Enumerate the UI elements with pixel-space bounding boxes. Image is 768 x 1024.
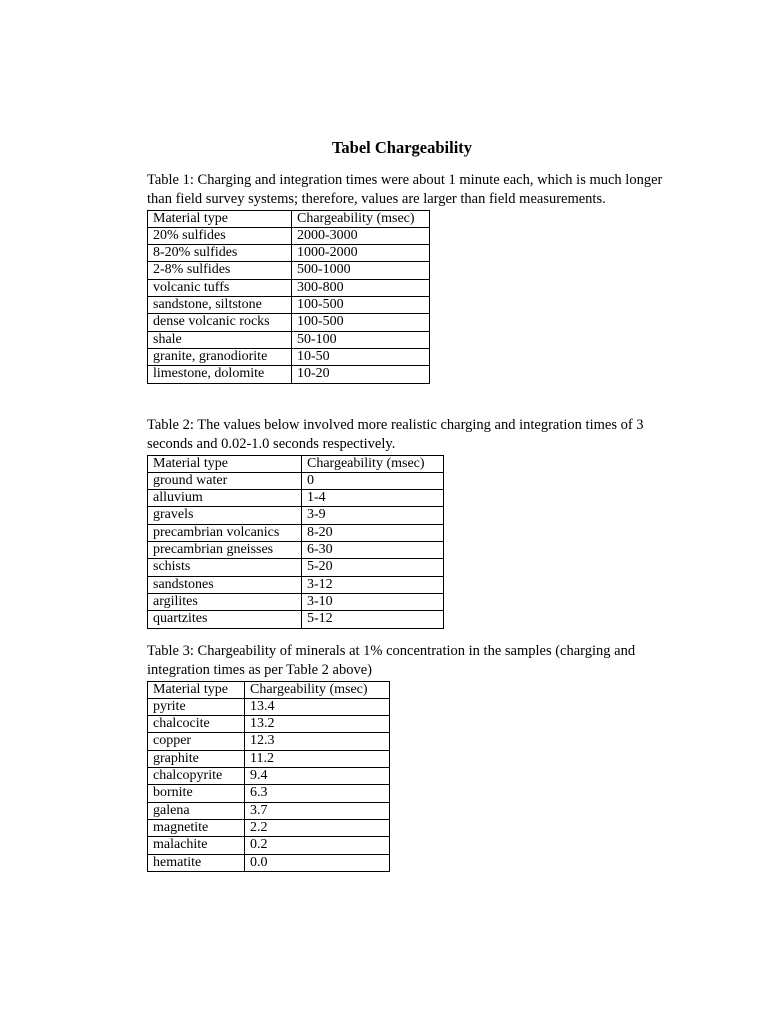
cell-chargeability: 6-30	[302, 542, 444, 559]
cell-chargeability: 3-12	[302, 576, 444, 593]
cell-chargeability: 10-50	[292, 348, 430, 365]
cell-chargeability: 1000-2000	[292, 245, 430, 262]
table-row	[148, 854, 390, 871]
cell-chargeability: 3.7	[245, 802, 390, 819]
column-header-material: Material type	[148, 455, 302, 472]
table-row	[148, 314, 430, 331]
table-row	[148, 542, 444, 559]
table-row	[148, 576, 444, 593]
cell-material: magnetite	[148, 819, 245, 836]
cell-material: shale	[148, 331, 292, 348]
table-row	[148, 297, 430, 314]
cell-chargeability: 5-20	[302, 559, 444, 576]
table-row	[148, 348, 430, 365]
column-header-material: Material type	[148, 210, 292, 227]
cell-chargeability: 500-1000	[292, 262, 430, 279]
table-row	[148, 611, 444, 628]
cell-material: sandstones	[148, 576, 302, 593]
cell-material: 8-20% sulfides	[148, 245, 292, 262]
cell-material: sandstone, siltstone	[148, 297, 292, 314]
cell-material: argilites	[148, 593, 302, 610]
cell-material: 20% sulfides	[148, 227, 292, 244]
table-row	[148, 279, 430, 296]
cell-material: precambrian volcanics	[148, 524, 302, 541]
table-header-row	[148, 210, 430, 227]
table-row	[148, 331, 430, 348]
cell-chargeability: 1-4	[302, 490, 444, 507]
table-row	[148, 593, 444, 610]
cell-material: galena	[148, 802, 245, 819]
cell-chargeability: 8-20	[302, 524, 444, 541]
cell-material: chalcocite	[148, 716, 245, 733]
cell-chargeability: 0	[302, 472, 444, 489]
cell-chargeability: 100-500	[292, 297, 430, 314]
table-header-row	[148, 681, 390, 698]
table-row	[148, 768, 390, 785]
chargeability-table	[147, 681, 390, 872]
cell-chargeability: 12.3	[245, 733, 390, 750]
cell-chargeability: 3-9	[302, 507, 444, 524]
table-row	[148, 716, 390, 733]
cell-material: malachite	[148, 837, 245, 854]
table-row	[148, 559, 444, 576]
cell-material: quartzites	[148, 611, 302, 628]
cell-chargeability: 10-20	[292, 366, 430, 383]
column-header-chargeability: Chargeability (msec)	[292, 210, 430, 227]
table-row	[148, 472, 444, 489]
table-row	[148, 802, 390, 819]
table-row	[148, 262, 430, 279]
table-row	[148, 490, 444, 507]
table-section-1	[147, 171, 667, 384]
table-row	[148, 750, 390, 767]
table-header-row	[148, 455, 444, 472]
cell-chargeability: 2.2	[245, 819, 390, 836]
table-row	[148, 819, 390, 836]
table-caption: Table 2: The values below involved more realistic charging and integration times of 3 seconds and 0.02-1.0 seconds respectively.	[147, 417, 644, 453]
column-header-material: Material type	[148, 681, 245, 698]
cell-chargeability: 11.2	[245, 750, 390, 767]
cell-chargeability: 2000-3000	[292, 227, 430, 244]
table-row	[148, 837, 390, 854]
cell-chargeability: 5-12	[302, 611, 444, 628]
cell-material: dense volcanic rocks	[148, 314, 292, 331]
cell-material: precambrian gneisses	[148, 542, 302, 559]
cell-material: volcanic tuffs	[148, 279, 292, 296]
cell-chargeability: 100-500	[292, 314, 430, 331]
cell-material: gravels	[148, 507, 302, 524]
table-row	[148, 698, 390, 715]
table-row	[148, 245, 430, 262]
cell-material: alluvium	[148, 490, 302, 507]
cell-material: granite, granodiorite	[148, 348, 292, 365]
column-header-chargeability: Chargeability (msec)	[245, 681, 390, 698]
table-row	[148, 227, 430, 244]
table-caption: Table 3: Chargeability of minerals at 1% concentration in the samples (charging and integration times as per Table 2 above)	[147, 643, 636, 679]
table-row	[148, 507, 444, 524]
chargeability-table	[147, 455, 444, 629]
cell-chargeability: 3-10	[302, 593, 444, 610]
table-section-2	[147, 416, 667, 629]
cell-material: graphite	[148, 750, 245, 767]
page-title: Tabel Chargeability	[331, 138, 473, 157]
chargeability-table	[147, 210, 430, 384]
table-section-3	[147, 642, 667, 872]
cell-chargeability: 13.2	[245, 716, 390, 733]
table-row	[148, 785, 390, 802]
cell-material: copper	[148, 733, 245, 750]
cell-chargeability: 13.4	[245, 698, 390, 715]
table-caption: Table 1: Charging and integration times were about 1 minute each, which is much longer than field survey systems; therefore, values are larger than field measurements.	[147, 172, 663, 208]
cell-material: 2-8% sulfides	[148, 262, 292, 279]
cell-material: limestone, dolomite	[148, 366, 292, 383]
cell-chargeability: 0.0	[245, 854, 390, 871]
cell-chargeability: 50-100	[292, 331, 430, 348]
cell-chargeability: 0.2	[245, 837, 390, 854]
table-row	[148, 366, 430, 383]
cell-material: chalcopyrite	[148, 768, 245, 785]
cell-material: bornite	[148, 785, 245, 802]
cell-chargeability: 9.4	[245, 768, 390, 785]
cell-material: hematite	[148, 854, 245, 871]
cell-material: ground water	[148, 472, 302, 489]
cell-material: pyrite	[148, 698, 245, 715]
cell-chargeability: 6.3	[245, 785, 390, 802]
cell-chargeability: 300-800	[292, 279, 430, 296]
cell-material: schists	[148, 559, 302, 576]
table-row	[148, 733, 390, 750]
table-row	[148, 524, 444, 541]
column-header-chargeability: Chargeability (msec)	[302, 455, 444, 472]
